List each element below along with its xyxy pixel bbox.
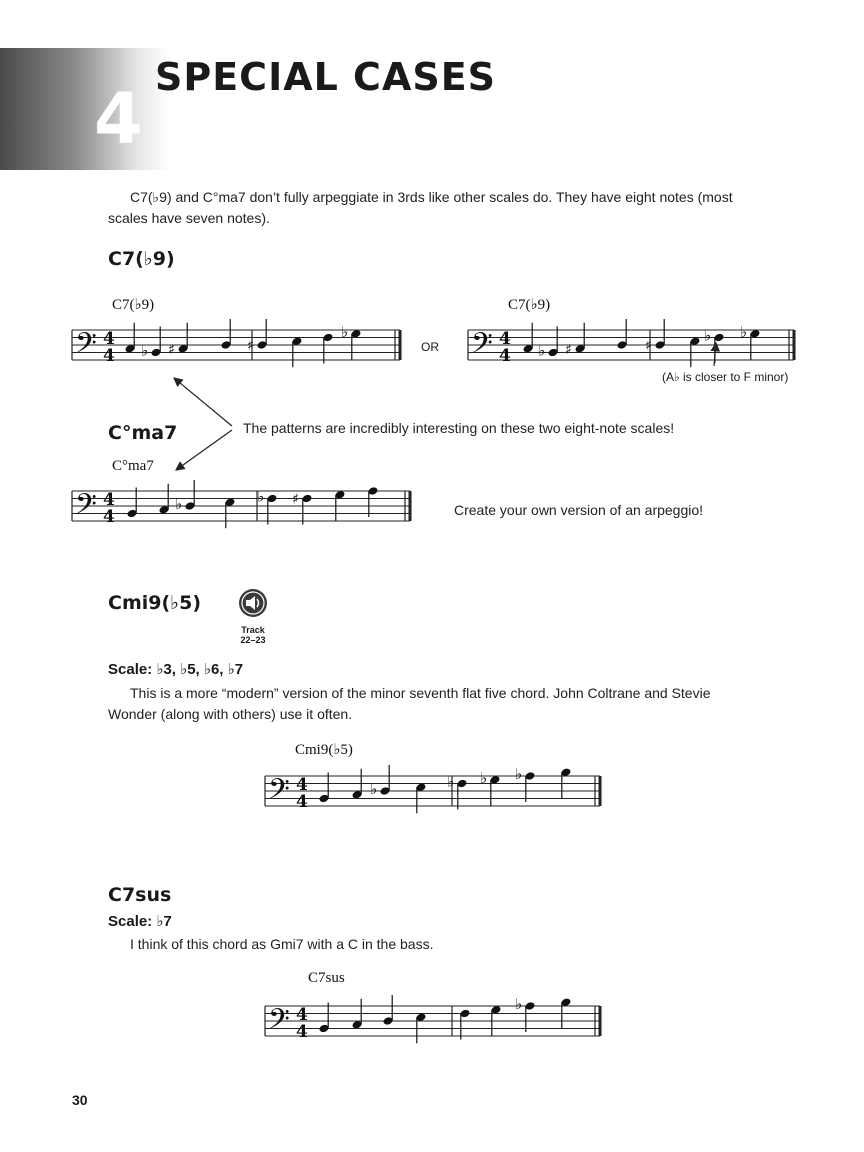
note	[523, 323, 534, 354]
time-signature-bottom: 4	[296, 792, 308, 812]
time-signature-bottom: 4	[499, 346, 511, 366]
note	[127, 488, 138, 519]
staff-c7b9-2	[468, 319, 794, 367]
bass-clef-icon: 𝄢	[75, 327, 97, 367]
note	[341, 323, 361, 360]
note	[617, 319, 628, 350]
chord-label-c7b9-2: C7(♭9)	[508, 297, 551, 313]
flat-icon: ♭	[141, 341, 149, 360]
time-signature-top: 4	[499, 329, 511, 349]
c7sus-paragraph: I think of this chord as Gmi7 with a C in the bass.	[130, 936, 434, 952]
note	[175, 480, 195, 513]
staff-cdimma7	[72, 480, 410, 528]
sharp-icon: ♯	[292, 491, 299, 508]
note	[561, 767, 572, 798]
flat-icon: ♭	[740, 322, 748, 341]
note	[740, 323, 760, 360]
intro-paragraph: C7(♭9) and C°ma7 don’t fully arpeggiate in 3rds like other scales do. They have eight notes (most scales have seven notes).	[108, 189, 733, 226]
note	[416, 1012, 427, 1043]
note	[416, 782, 427, 813]
note	[292, 336, 303, 367]
chord-label-c7sus: C7sus	[308, 970, 345, 986]
or-text: OR	[421, 340, 439, 354]
flat-icon: ♭	[447, 772, 455, 791]
flat-icon: ♭	[515, 765, 523, 783]
note	[368, 486, 379, 517]
flat-icon: ♭	[370, 780, 378, 798]
time-signature-top: 4	[296, 775, 308, 795]
flat-icon: ♭	[704, 326, 712, 345]
note	[383, 995, 394, 1026]
flat-icon: ♭	[257, 487, 265, 506]
time-signature-top: 4	[103, 329, 115, 349]
note	[225, 497, 236, 528]
track-label: Track	[241, 625, 265, 635]
note	[221, 319, 232, 350]
annotation-arrows	[174, 343, 716, 470]
arrow-to-c7b9	[174, 378, 232, 426]
staff-cmi9b5	[265, 765, 600, 813]
note	[491, 1005, 502, 1036]
flat-icon: ♭	[480, 768, 488, 787]
arrow-to-cdimma7	[176, 430, 232, 470]
note	[159, 484, 170, 515]
chapter-title: SPECIAL CASES	[155, 55, 497, 99]
sharp-icon: ♯	[645, 338, 652, 354]
bass-clef-icon: 𝄢	[471, 327, 493, 367]
arpeggio-tip: Create your own version of an arpeggio!	[454, 502, 704, 518]
section-heading-cdimma7: C°ma7	[108, 422, 178, 444]
note	[352, 769, 363, 800]
note	[370, 765, 390, 798]
track-number: 22–23	[240, 635, 266, 645]
scale-label-cmi9b5: Scale: ♭3, ♭5, ♭6, ♭7	[108, 661, 244, 678]
note	[323, 333, 334, 364]
bass-clef-icon: 𝄢	[268, 773, 290, 813]
note	[335, 490, 346, 521]
flat-icon: ♭	[515, 995, 523, 1013]
ab-note: (A♭ is closer to F minor)	[662, 370, 789, 384]
note	[352, 999, 363, 1030]
sharp-icon: ♯	[168, 341, 175, 358]
time-signature-top: 4	[103, 490, 115, 510]
page-number: 30	[72, 1092, 88, 1108]
note	[292, 492, 312, 525]
chapter-number: 4	[94, 78, 141, 160]
note	[645, 319, 665, 354]
chord-label-c7b9-1: C7(♭9)	[112, 297, 155, 313]
sharp-icon: ♯	[565, 341, 572, 358]
note	[561, 997, 572, 1028]
note	[319, 1003, 330, 1034]
section-heading-c7sus: C7sus	[108, 884, 172, 906]
note	[247, 319, 267, 354]
patterns-annotation: The patterns are incredibly interesting on these two eight-note scales!	[243, 420, 675, 436]
cmi9b5-paragraph: This is a more “modern” version of the minor seventh flat five chord. John Coltrane and Stevie Wonder (along with others) use it often.	[108, 685, 711, 722]
note	[538, 327, 558, 360]
time-signature-bottom: 4	[296, 1022, 308, 1042]
note	[319, 773, 330, 804]
note	[141, 327, 161, 360]
chord-label-cdimma7: C°ma7	[112, 458, 154, 474]
time-signature-bottom: 4	[103, 507, 115, 527]
note	[125, 323, 136, 354]
time-signature-bottom: 4	[103, 346, 115, 366]
note	[480, 769, 500, 806]
note	[460, 1009, 471, 1040]
note	[690, 336, 701, 367]
scale-label-c7sus: Scale: ♭7	[108, 913, 172, 930]
section-heading-c7b9: C7(♭9)	[108, 248, 175, 270]
section-heading-cmi9b5: Cmi9(♭5)	[108, 592, 202, 614]
bass-clef-icon: 𝄢	[75, 488, 97, 528]
time-signature-top: 4	[296, 1005, 308, 1025]
sharp-icon: ♯	[247, 338, 254, 354]
staff-c7b9-1	[72, 319, 400, 367]
staff-c7sus	[265, 995, 600, 1043]
flat-icon: ♭	[538, 341, 546, 360]
flat-icon: ♭	[175, 495, 183, 513]
chord-label-cmi9b5: Cmi9(♭5)	[295, 742, 353, 758]
bass-clef-icon: 𝄢	[268, 1003, 290, 1043]
flat-icon: ♭	[341, 322, 349, 341]
